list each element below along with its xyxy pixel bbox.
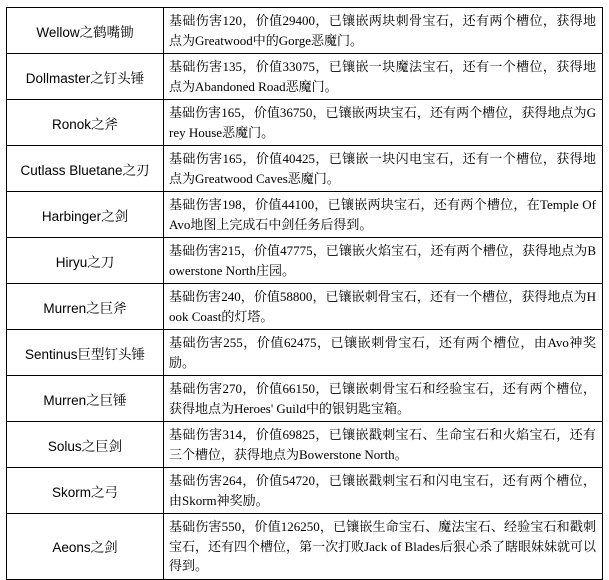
table-row [7, 146, 603, 192]
weapon-description: 基础伤害135，价值33075，已镶嵌一块魔法宝石，还有一个槽位，获得地点为Abandoned Road恶魔门。 [164, 54, 603, 100]
weapon-description: 基础伤害264，价值54720，已镶嵌戳刺宝石和闪电宝石，还有两个槽位，由Skorm神奖励。 [164, 468, 603, 514]
table-row [7, 192, 603, 238]
weapon-name: Cutlass Bluetane之刃 [7, 146, 164, 192]
table-row [7, 284, 603, 330]
weapon-name: Wellow之鹤嘴锄 [7, 8, 164, 54]
table-row [7, 100, 603, 146]
weapon-description: 基础伤害215，价值47775，已镶嵌火焰宝石，还有两个槽位，获得地点为Bowerstone North庄园。 [164, 238, 603, 284]
weapon-name: Murren之巨锤 [7, 376, 164, 422]
weapon-name: Hiryu之刀 [7, 238, 164, 284]
table-row [7, 238, 603, 284]
table-row [7, 54, 603, 100]
table-row [7, 422, 603, 468]
weapon-description: 基础伤害270，价值66150，已镶嵌刺骨宝石和经验宝石，还有两个槽位，获得地点为Heroes' Guild中的银钥匙宝箱。 [164, 376, 603, 422]
weapon-name: Solus之巨剑 [7, 422, 164, 468]
weapon-name: Murren之巨斧 [7, 284, 164, 330]
weapon-name: Skorm之弓 [7, 468, 164, 514]
weapon-description: 基础伤害198，价值44100，已镶嵌两块宝石，还有两个槽位，在Temple Of Avo地图上完成石中剑任务后得到。 [164, 192, 603, 238]
weapon-description: 基础伤害255，价值62475，已镶嵌刺骨宝石，还有两个槽位，由Avo神奖励。 [164, 330, 603, 376]
weapon-name: Aeons之剑 [7, 514, 164, 580]
weapons-table [6, 7, 603, 580]
weapon-description: 基础伤害240，价值58800，已镶嵌刺骨宝石，还有一个槽位，获得地点为Hook Coast的灯塔。 [164, 284, 603, 330]
weapon-name: Dollmaster之钉头锤 [7, 54, 164, 100]
weapon-name: Harbinger之剑 [7, 192, 164, 238]
table-row [7, 8, 603, 54]
weapon-description: 基础伤害120，价值29400，已镶嵌两块刺骨宝石，还有两个槽位，获得地点为Greatwood中的Gorge恶魔门。 [164, 8, 603, 54]
weapons-table-body [7, 8, 603, 580]
weapon-description: 基础伤害165，价值36750，已镶嵌两块宝石，还有两个槽位，获得地点为Grey House恶魔门。 [164, 100, 603, 146]
weapon-name: Ronok之斧 [7, 100, 164, 146]
weapon-description: 基础伤害550，价值126250，已镶嵌生命宝石、魔法宝石、经验宝石和戳刺宝石，还有四个槽位，第一次打败Jack of Blades后狠心杀了瞎眼妹妹就可以得到。 [164, 514, 603, 580]
weapon-name: Sentinus巨型钉头锤 [7, 330, 164, 376]
table-row [7, 376, 603, 422]
weapon-description: 基础伤害165，价值40425，已镶嵌一块闪电宝石，还有一个槽位，获得地点为Greatwood Caves恶魔门。 [164, 146, 603, 192]
table-row [7, 468, 603, 514]
weapon-description: 基础伤害314，价值69825，已镶嵌戳刺宝石、生命宝石和火焰宝石，还有三个槽位，获得地点为Bowerstone North。 [164, 422, 603, 468]
table-row [7, 514, 603, 580]
table-row [7, 330, 603, 376]
